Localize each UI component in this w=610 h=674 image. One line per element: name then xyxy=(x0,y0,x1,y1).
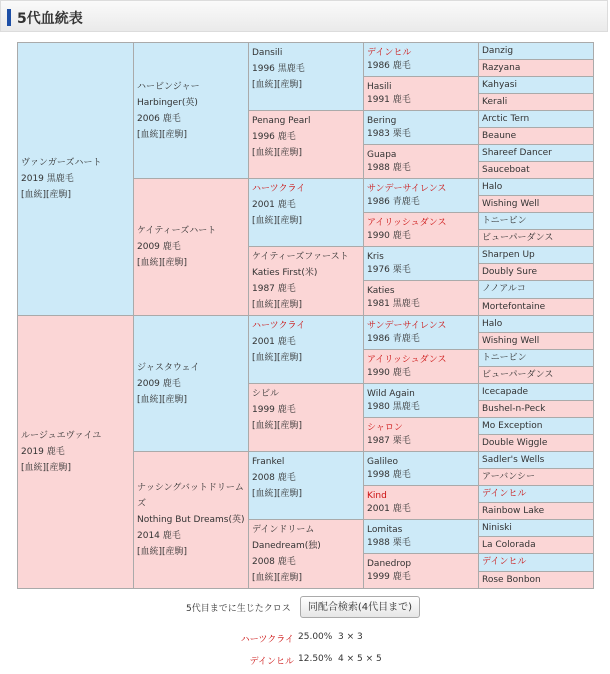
g4-ancestor-cell xyxy=(364,77,479,111)
cross-horse-link[interactable]: デインヒル xyxy=(249,657,294,667)
ancestor-name-link[interactable]: Wishing Well xyxy=(482,335,540,346)
g5-ancestor-cell xyxy=(479,316,594,333)
g2-ancestor-cell xyxy=(134,452,249,589)
g4-ancestor-cell xyxy=(364,111,479,145)
g3-ancestor-cell xyxy=(249,316,364,384)
g5-ancestor-cell xyxy=(479,162,594,179)
g4-ancestor-cell xyxy=(364,43,479,77)
ancestor-name-link[interactable]: Halo xyxy=(482,318,503,329)
ancestor-name-link[interactable]: ハーツクライ xyxy=(252,321,306,331)
g5-ancestor-cell xyxy=(479,486,594,503)
cross-row xyxy=(0,654,610,668)
ancestor-name-link[interactable]: ケイティーズファースト xyxy=(252,252,349,262)
g3-ancestor-cell xyxy=(249,247,364,316)
ancestor-bloodline-links[interactable]: [血統][産駒] xyxy=(252,216,303,226)
sire-bloodline-links[interactable]: [血統][産駒] xyxy=(21,190,72,200)
g3-ancestor-cell xyxy=(249,179,364,247)
ancestor-name-link[interactable]: Bushel-n-Peck xyxy=(482,403,546,414)
ancestor-birth-info: 1980 黒鹿毛 xyxy=(367,401,420,412)
same-mating-search-button[interactable]: 同配合検索(4代目まで) xyxy=(300,596,420,618)
g4-ancestor-cell xyxy=(364,486,479,520)
ancestor-birth-info: 2001 鹿毛 xyxy=(367,503,411,514)
g4-ancestor-cell xyxy=(364,213,479,247)
ancestor-name-link[interactable]: Kris xyxy=(367,251,384,262)
ancestor-name-link[interactable]: Sadler's Wells xyxy=(482,454,545,465)
ancestor-name-link[interactable]: Kerali xyxy=(482,96,508,107)
ancestor-name-link[interactable]: Icecapade xyxy=(482,386,529,397)
ancestor-name-link[interactable]: Mortefontaine xyxy=(482,301,546,312)
cross-generations: 4 × 5 × 5 xyxy=(338,654,382,664)
ancestor-birth-info: 1986 鹿毛 xyxy=(367,60,411,71)
ancestor-name-link[interactable]: Halo xyxy=(482,181,503,192)
ancestor-english-name: Harbinger(英) xyxy=(137,97,198,108)
g2-ancestor-cell xyxy=(134,316,249,452)
ancestor-birth-info: 1998 鹿毛 xyxy=(367,469,411,480)
ancestor-name-link[interactable]: ハーツクライ xyxy=(252,184,306,194)
g2-ancestor-cell xyxy=(134,43,249,179)
ancestor-name-link[interactable]: Frankel xyxy=(252,457,285,467)
ancestor-birth-info: 1987 栗毛 xyxy=(367,435,411,446)
ancestor-name-link[interactable]: Mo Exception xyxy=(482,420,543,431)
ancestor-name-link[interactable]: Bering xyxy=(367,115,397,126)
ancestor-name-link[interactable]: La Colorada xyxy=(482,539,536,550)
cross-percentage: 12.50% xyxy=(298,654,333,664)
ancestor-name-link[interactable]: トニービン xyxy=(482,215,527,226)
ancestor-birth-info: 1999 鹿毛 xyxy=(252,405,296,415)
ancestor-name-link[interactable]: Niniski xyxy=(482,522,512,533)
ancestor-birth-info: 1987 鹿毛 xyxy=(252,284,296,294)
ancestor-english-name: Danedream(独) xyxy=(252,541,321,551)
g5-ancestor-cell xyxy=(479,572,594,589)
g4-ancestor-cell xyxy=(364,179,479,213)
cross-horse-link[interactable]: ハーツクライ xyxy=(240,635,294,645)
g5-ancestor-cell xyxy=(479,213,594,230)
ancestor-birth-info: 1983 栗毛 xyxy=(367,128,411,139)
g5-ancestor-cell xyxy=(479,452,594,469)
g4-ancestor-cell xyxy=(364,520,479,554)
ancestor-name-link[interactable]: Kind xyxy=(367,490,387,501)
ancestor-name-link[interactable]: ジャスタウェイ xyxy=(137,362,200,373)
g5-ancestor-cell xyxy=(479,281,594,299)
ancestor-bloodline-links[interactable]: [血統][産駒] xyxy=(252,489,303,499)
g4-ancestor-cell xyxy=(364,281,479,316)
ancestor-bloodline-links[interactable]: [血統][産駒] xyxy=(137,129,188,140)
g5-ancestor-cell xyxy=(479,384,594,401)
sire-birth-info: 2019 黒鹿毛 xyxy=(21,174,74,184)
ancestor-name-link[interactable]: サンデーサイレンス xyxy=(367,320,447,331)
g5-ancestor-cell xyxy=(479,145,594,162)
ancestor-bloodline-links[interactable]: [血統][産駒] xyxy=(137,394,188,405)
g5-ancestor-cell xyxy=(479,537,594,554)
ancestor-birth-info: 1988 鹿毛 xyxy=(367,162,411,173)
ancestor-english-name: Katies First(米) xyxy=(252,268,318,278)
ancestor-name-link[interactable]: Doubly Sure xyxy=(482,266,537,277)
ancestor-bloodline-links[interactable]: [血統][産駒] xyxy=(252,573,303,583)
ancestor-name-link[interactable]: ノノアルコ xyxy=(482,284,526,294)
g5-ancestor-cell xyxy=(479,299,594,316)
g5-ancestor-cell xyxy=(479,333,594,350)
ancestor-birth-info: 2001 鹿毛 xyxy=(252,337,296,347)
g4-ancestor-cell xyxy=(364,316,479,350)
ancestor-name-link[interactable]: ビューパーダンス xyxy=(482,369,554,380)
g3-ancestor-cell xyxy=(249,452,364,520)
g5-ancestor-cell xyxy=(479,401,594,418)
g5-ancestor-cell xyxy=(479,418,594,435)
g4-ancestor-cell xyxy=(364,145,479,179)
ancestor-birth-info: 1986 青鹿毛 xyxy=(367,333,420,344)
g5-ancestor-cell xyxy=(479,196,594,213)
g4-ancestor-cell xyxy=(364,452,479,486)
cross-generations: 3 × 3 xyxy=(338,632,363,642)
ancestor-name-link[interactable]: アイリッシュダンス xyxy=(367,354,447,365)
g4-ancestor-cell xyxy=(364,418,479,452)
ancestor-name-link[interactable]: アーバンシー xyxy=(482,471,536,482)
g5-ancestor-cell xyxy=(479,128,594,145)
ancestor-name-link[interactable]: デインドリーム xyxy=(252,525,315,535)
ancestor-bloodline-links[interactable]: [血統][産駒] xyxy=(252,421,303,431)
g5-ancestor-cell xyxy=(479,247,594,264)
sire-name-link[interactable]: ヴァンガーズハート xyxy=(21,158,102,168)
g5-ancestor-cell xyxy=(479,350,594,367)
ancestor-name-link[interactable]: Rainbow Lake xyxy=(482,505,545,516)
pedigree-table xyxy=(17,42,594,589)
ancestor-name-link[interactable]: Razyana xyxy=(482,62,521,73)
ancestor-birth-info: 2006 鹿毛 xyxy=(137,113,181,124)
cross-row xyxy=(0,632,610,646)
ancestor-bloodline-links[interactable]: [血統][産駒] xyxy=(252,300,303,310)
g5-ancestor-cell xyxy=(479,503,594,520)
g5-ancestor-cell xyxy=(479,554,594,572)
ancestor-name-link[interactable]: Sauceboat xyxy=(482,164,530,175)
ancestor-bloodline-links[interactable]: [血統][産駒] xyxy=(252,80,303,90)
ancestor-birth-info: 2009 鹿毛 xyxy=(137,378,181,389)
g5-ancestor-cell xyxy=(479,230,594,247)
ancestor-name-link[interactable]: Arctic Tern xyxy=(482,113,530,124)
ancestor-name-link[interactable]: Dansili xyxy=(252,48,283,58)
ancestor-name-link[interactable]: Guapa xyxy=(367,149,397,160)
g4-ancestor-cell xyxy=(364,247,479,281)
ancestor-name-link[interactable]: デインヒル xyxy=(367,47,412,58)
ancestor-name-link[interactable]: デインヒル xyxy=(482,488,527,499)
ancestor-name-link[interactable]: ケイティーズハート xyxy=(137,226,217,236)
sire-cell xyxy=(18,43,134,316)
ancestor-name-link[interactable]: Shareef Dancer xyxy=(482,147,552,158)
g5-ancestor-cell xyxy=(479,469,594,486)
ancestor-name-link[interactable]: ビューパーダンス xyxy=(482,232,554,243)
ancestor-name-link[interactable]: Wishing Well xyxy=(482,198,540,209)
ancestor-name-link[interactable]: Hasili xyxy=(367,81,392,92)
dam-cell xyxy=(18,316,134,589)
g5-ancestor-cell xyxy=(479,179,594,196)
ancestor-name-link[interactable]: ナッシングバットドリームズ xyxy=(137,483,244,509)
ancestor-birth-info: 1990 鹿毛 xyxy=(367,367,411,378)
ancestor-birth-info: 2008 鹿毛 xyxy=(252,473,296,483)
ancestor-name-link[interactable]: Lomitas xyxy=(367,524,403,535)
cross-section xyxy=(0,596,610,620)
g3-ancestor-cell xyxy=(249,111,364,179)
ancestor-birth-info: 1999 鹿毛 xyxy=(367,572,411,582)
ancestor-english-name: Nothing But Dreams(英) xyxy=(137,515,245,525)
ancestor-name-link[interactable]: Rose Bonbon xyxy=(482,574,541,585)
ancestor-bloodline-links[interactable]: [血統][産駒] xyxy=(137,547,188,557)
g5-ancestor-cell xyxy=(479,520,594,537)
ancestor-birth-info: 1991 鹿毛 xyxy=(367,94,411,105)
g4-ancestor-cell xyxy=(364,384,479,418)
ancestor-name-link[interactable]: Penang Pearl xyxy=(252,116,311,126)
g2-ancestor-cell xyxy=(134,179,249,316)
dam-bloodline-links[interactable]: [血統][産駒] xyxy=(21,463,72,473)
g5-ancestor-cell xyxy=(479,111,594,128)
ancestor-birth-info: 1986 青鹿毛 xyxy=(367,196,420,207)
ancestor-name-link[interactable]: サンデーサイレンス xyxy=(367,183,447,194)
g4-ancestor-cell xyxy=(364,350,479,384)
section-header xyxy=(0,0,608,32)
ancestor-name-link[interactable]: シャロン xyxy=(367,422,403,433)
ancestor-birth-info: 1996 鹿毛 xyxy=(252,132,296,142)
g5-ancestor-cell xyxy=(479,264,594,281)
ancestor-birth-info: 1990 鹿毛 xyxy=(367,230,411,241)
ancestor-birth-info: 2014 鹿毛 xyxy=(137,531,181,541)
g3-ancestor-cell xyxy=(249,384,364,452)
g4-ancestor-cell xyxy=(364,554,479,589)
ancestor-bloodline-links[interactable]: [血統][産駒] xyxy=(252,353,303,363)
ancestor-name-link[interactable]: Galileo xyxy=(367,456,399,467)
ancestor-name-link[interactable]: シビル xyxy=(252,389,280,399)
cross-percentage: 25.00% xyxy=(298,632,333,642)
dam-name-link[interactable]: ルージュエヴァイユ xyxy=(21,431,102,441)
ancestor-name-link[interactable]: Danzig xyxy=(482,45,514,56)
g5-ancestor-cell xyxy=(479,60,594,77)
g3-ancestor-cell xyxy=(249,43,364,111)
dam-birth-info: 2019 鹿毛 xyxy=(21,447,65,457)
ancestor-birth-info: 1996 黒鹿毛 xyxy=(252,64,305,74)
ancestor-name-link[interactable]: アイリッシュダンス xyxy=(367,217,447,228)
ancestor-name-link[interactable]: Wild Again xyxy=(367,388,415,399)
ancestor-birth-info: 2009 鹿毛 xyxy=(137,242,181,252)
ancestor-name-link[interactable]: デインヒル xyxy=(482,557,527,567)
ancestor-bloodline-links[interactable]: [血統][産駒] xyxy=(137,258,188,268)
cross-label: 5代目までに生じたクロス xyxy=(186,604,291,614)
ancestor-name-link[interactable]: Kahyasi xyxy=(482,79,517,90)
ancestor-name-link[interactable]: トニービン xyxy=(482,352,527,363)
g5-ancestor-cell xyxy=(479,77,594,94)
g5-ancestor-cell xyxy=(479,43,594,60)
ancestor-birth-info: 2001 鹿毛 xyxy=(252,200,296,210)
header-accent-bar xyxy=(7,9,11,26)
ancestor-birth-info: 1988 栗毛 xyxy=(367,537,411,548)
g5-ancestor-cell xyxy=(479,367,594,384)
ancestor-name-link[interactable]: Katies xyxy=(367,286,395,296)
ancestor-birth-info: 1976 栗毛 xyxy=(367,264,411,275)
ancestor-name-link[interactable]: ハービンジャー xyxy=(137,81,200,92)
ancestor-name-link[interactable]: Sharpen Up xyxy=(482,249,535,260)
ancestor-birth-info: 2008 鹿毛 xyxy=(252,557,296,567)
g5-ancestor-cell xyxy=(479,435,594,452)
ancestor-name-link[interactable]: Danedrop xyxy=(367,559,412,569)
ancestor-name-link[interactable]: Double Wiggle xyxy=(482,437,548,448)
ancestor-bloodline-links[interactable]: [血統][産駒] xyxy=(252,148,303,158)
g3-ancestor-cell xyxy=(249,520,364,589)
ancestor-name-link[interactable]: Beaune xyxy=(482,130,517,141)
g5-ancestor-cell xyxy=(479,94,594,111)
section-title: 5代血統表 xyxy=(17,11,83,27)
ancestor-birth-info: 1981 黒鹿毛 xyxy=(367,299,420,309)
